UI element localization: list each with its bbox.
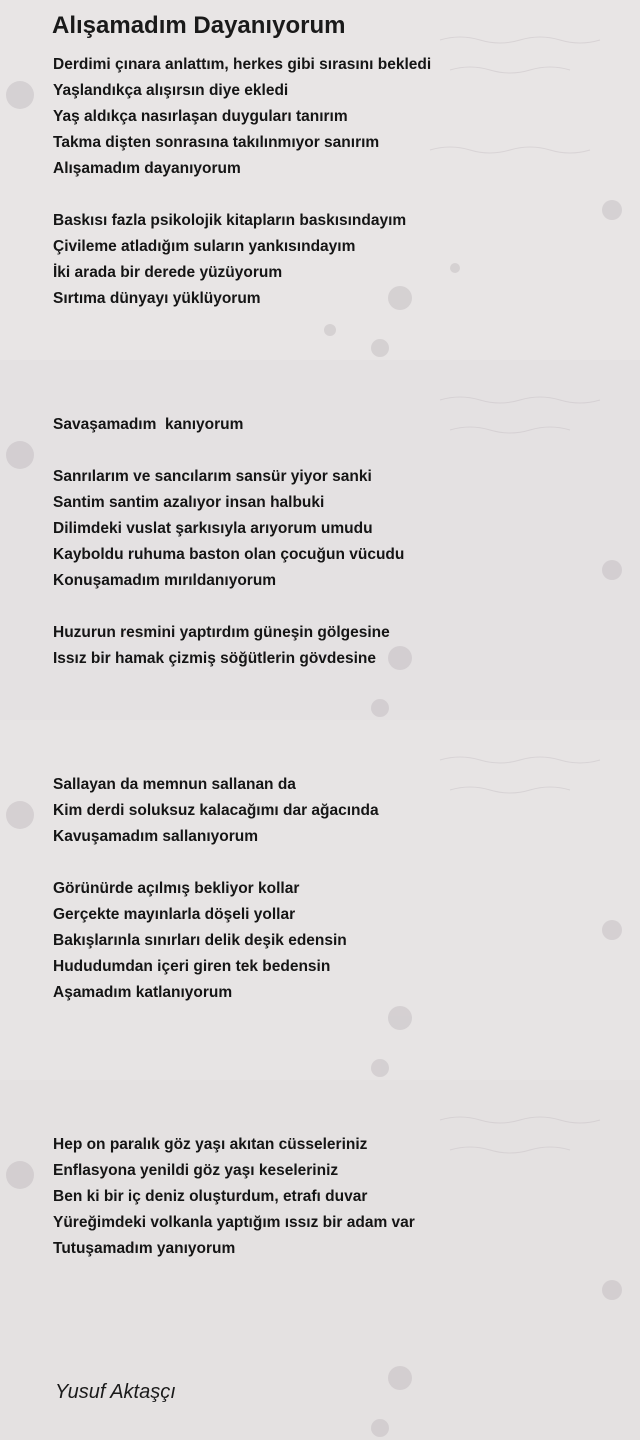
poem-author: Yusuf Aktaşçı xyxy=(55,1381,176,1403)
poem-line: Alışamadım dayanıyorum xyxy=(53,160,241,177)
poem-line: Tutuşamadım yanıyorum xyxy=(53,1240,236,1257)
poem-line: Huzurun resmini yaptırdım güneşin gölgesine xyxy=(53,624,390,641)
poem-title: Alışamadım Dayanıyorum xyxy=(52,12,346,39)
poem-line: Kavuşamadım sallanıyorum xyxy=(53,828,259,845)
poem-line: Hududumdan içeri giren tek bedensin xyxy=(53,958,331,975)
poem-line: Gerçekte mayınlarla döşeli yollar xyxy=(53,906,296,923)
poem-line: Dilimdeki vuslat şarkısıyla arıyorum umudu xyxy=(53,520,373,537)
poem-line: Yaşlandıkça alışırsın diye ekledi xyxy=(53,82,289,99)
poem-line: Aşamadım katlanıyorum xyxy=(53,984,233,1001)
poem-line: Ben ki bir iç deniz oluşturdum, etrafı duvar xyxy=(53,1188,368,1205)
poem-line: Kayboldu ruhuma baston olan çocuğun vücudu xyxy=(53,546,405,563)
poem-line: Konuşamadım mırıldanıyorum xyxy=(53,572,277,589)
poem-line: Sırtıma dünyayı yüklüyorum xyxy=(53,290,261,307)
poem-line: Issız bir hamak çizmiş söğütlerin gövdesine xyxy=(53,650,377,667)
poem-line: Takma dişten sonrasına takılınmıyor sanırım xyxy=(53,134,380,151)
poem-line: Kim derdi soluksuz kalacağımı dar ağacında xyxy=(53,802,379,819)
poem-line: Derdimi çınara anlattım, herkes gibi sırasını bekledi xyxy=(53,56,432,73)
poem-line: Yüreğimdeki volkanla yaptığım ıssız bir adam var xyxy=(53,1214,415,1231)
poem-line: Santim santim azalıyor insan halbuki xyxy=(53,494,325,511)
poem-line: Sanrılarım ve sancılarım sansür yiyor sanki xyxy=(53,468,372,485)
poem-line: Çivileme atladığım suların yankısındayım xyxy=(53,238,356,255)
poem-line: Savaşamadım kanıyorum xyxy=(53,416,244,433)
poem-line: Yaş aldıkça nasırlaşan duyguları tanırım xyxy=(53,108,348,125)
poem-line: Görünürde açılmış bekliyor kollar xyxy=(53,880,300,897)
poem-line: İki arada bir derede yüzüyorum xyxy=(53,264,283,281)
poem-line: Sallayan da memnun sallanan da xyxy=(53,776,296,793)
poem-line: Baskısı fazla psikolojik kitapların baskısındayım xyxy=(53,212,407,229)
poem-line: Hep on paralık göz yaşı akıtan cüsseleriniz xyxy=(53,1136,368,1153)
poem-line: Enflasyona yenildi göz yaşı keseleriniz xyxy=(53,1162,339,1179)
poem-line: Bakışlarınla sınırları delik deşik edensin xyxy=(53,932,347,949)
